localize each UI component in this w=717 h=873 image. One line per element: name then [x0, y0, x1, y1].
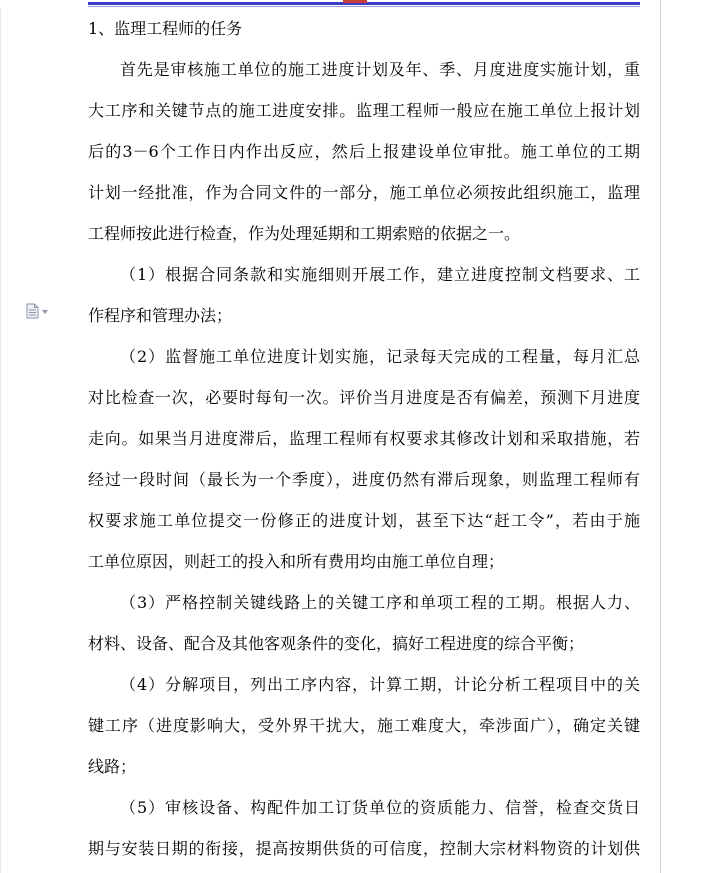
- text-line: 经过一段时间（最长为一个季度），进度仍然有滞后现象，则监理工程师有: [88, 470, 640, 489]
- document-options-icon[interactable]: [26, 303, 48, 319]
- chevron-down-icon: [42, 310, 48, 314]
- header-rule-thin: [88, 6, 640, 7]
- text-line: 走向。如果当月进度滞后，监理工程师有权要求其修改计划和采取措施，若: [88, 429, 640, 448]
- document-icon: [26, 303, 39, 319]
- section-heading: 1、监理工程师的任务: [88, 19, 243, 38]
- text-line: 期与安装日期的衔接，提高按期供货的可信度，控制大宗材料物资的计划供: [88, 839, 640, 858]
- header-mark: [343, 0, 367, 3]
- text-line: 计划一经批准，作为合同文件的一部分，施工单位必须按此组织施工，监理: [88, 183, 640, 202]
- text-line: 键工序（进度影响大，受外界干扰大，施工难度大，牵涉面广），确定关键: [88, 716, 640, 735]
- text-line: 后的3－6个工作日内作出反应，然后上报建设单位审批。施工单位的工期: [88, 142, 640, 161]
- page-edge: [0, 0, 1, 873]
- text-line: 对比检查一次，必要时每旬一次。评价当月进度是否有偏差，预测下月进度: [88, 388, 640, 407]
- text-line: 权要求施工单位提交一份修正的进度计划，甚至下达“赶工令”，若由于施: [88, 511, 640, 530]
- text-line: （2）监督施工单位进度计划实施，记录每天完成的工程量，每月汇总: [120, 347, 640, 366]
- text-line: （3）严格控制关键线路上的关键工序和单项工程的工期。根据人力、: [120, 593, 640, 612]
- text-line: 作程序和管理办法；: [88, 306, 233, 325]
- text-line: 线路；: [88, 757, 137, 776]
- text-line: 材料、设备、配合及其他客观条件的变化，搞好工程进度的综合平衡；: [88, 634, 585, 653]
- text-line: 工单位原因，则赶工的投入和所有费用均由施工单位自理；: [88, 552, 505, 571]
- text-line: 工程师按此进行检查，作为处理延期和工期索赔的依据之一。: [88, 224, 521, 243]
- text-line: （4）分解项目，列出工序内容，计算工期，计论分析工程项目中的关: [120, 675, 640, 694]
- header-strip: [0, 0, 717, 8]
- right-margin-guide: [660, 0, 661, 873]
- text-line: （5）审核设备、构配件加工订货单位的资质能力、信誉，检查交货日: [120, 798, 640, 817]
- text-line: 大工序和关键节点的施工进度安排。监理工程师一般应在施工单位上报计划: [88, 101, 640, 120]
- text-line: （1）根据合同条款和实施细则开展工作，建立进度控制文档要求、工: [120, 265, 640, 284]
- text-line: 首先是审核施工单位的施工进度计划及年、季、月度进度实施计划，重: [120, 60, 640, 79]
